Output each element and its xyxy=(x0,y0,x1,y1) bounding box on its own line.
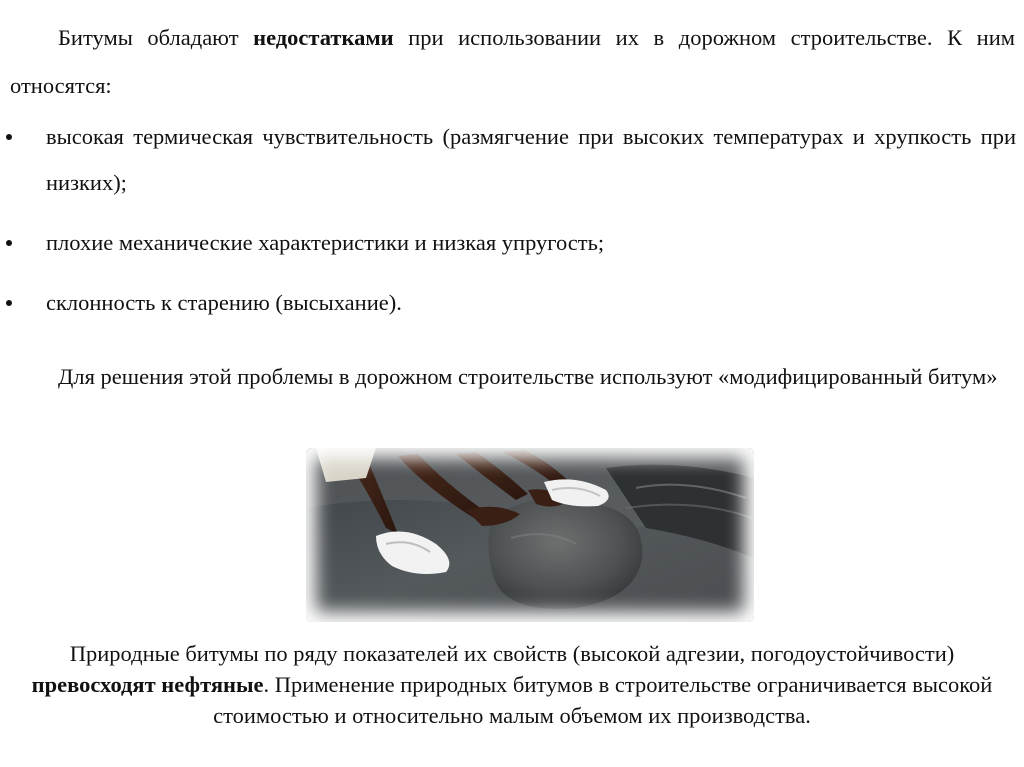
bitumen-photo xyxy=(306,448,754,622)
intro-paragraph xyxy=(10,14,1015,110)
bullet-icon xyxy=(6,240,12,246)
bullet-icon xyxy=(6,134,12,140)
natural-text-start: Природные битумы по ряду показателей их свойств (высокой адгезии, погодоустойчивости) xyxy=(69,641,955,666)
intro-bold-term: недостатками xyxy=(253,25,394,50)
list-item xyxy=(0,220,1016,266)
natural-text-end: . Применение природных битумов в строительстве ограничивается высокой стоимостью и относительно малым объемом их производства. xyxy=(213,672,993,728)
list-item-text: плохие механические характеристики и низкая упругость; xyxy=(46,230,605,255)
bullet-icon xyxy=(6,300,12,306)
natural-bitumen-paragraph xyxy=(20,638,1004,731)
intro-text-end: при использовании их в дорожном строительстве. К ним относятся: xyxy=(10,25,1016,98)
natural-bold-term: превосходят нефтяные xyxy=(31,672,264,697)
intro-text-start: Битумы обладают xyxy=(58,25,254,50)
bitumen-photo-illustration xyxy=(306,448,754,622)
list-item xyxy=(0,280,1016,326)
list-item xyxy=(0,114,1016,206)
drawbacks-list xyxy=(0,114,1024,340)
solution-paragraph: Для решения этой проблемы в дорожном строительстве используют «модифицированный битум» xyxy=(58,364,998,389)
list-item-text: высокая термическая чувствительность (размягчение при высоких температурах и хрупкость при низких); xyxy=(46,124,1016,195)
list-item-text: склонность к старению (высыхание). xyxy=(46,290,402,315)
